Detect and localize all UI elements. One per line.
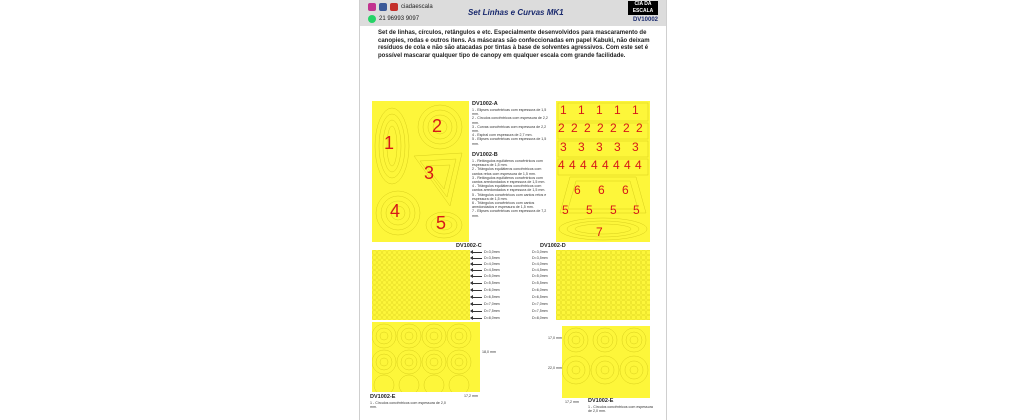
shape-number: 5 [633, 203, 640, 217]
shape-number: 2 [597, 121, 604, 135]
section-b-title: DV1002-B [472, 152, 498, 158]
e-right-dim-h: 17,2 mm [565, 400, 579, 404]
panel-c-circles [372, 250, 470, 320]
shape-number: 5 [610, 203, 617, 217]
shape-number: 3 [614, 140, 621, 154]
shape-number: 1 [632, 103, 639, 117]
shape-number: 3 [560, 140, 567, 154]
shape-number: 6 [598, 183, 605, 197]
shape-number: 1 [384, 133, 395, 153]
shape-number: 4 [580, 158, 587, 172]
e-right-dim-v1: 17,0 mm [548, 336, 562, 340]
shape-number: 7 [596, 225, 603, 239]
shape-number: 2 [432, 116, 443, 136]
shape-number: 1 [578, 103, 585, 117]
section-e-left-title: DV1002-E [370, 394, 396, 400]
shape-number: 4 [591, 158, 598, 172]
shape-number: 2 [571, 121, 578, 135]
product-sheet: ciadaescala 21 96993 9097 Set Linhas e Curvas MK1 CIA DA ESCALA DV10002 Set de linhas, círculos, retângulos e etc. Especialmente desenvolvidos para mascaramento de canopies, rodas e outros itens. As máscaras são confeccionadas em papel Kabuki, não deixam resíduos de cola e não são atacadas por tintas à base de solventes agressivos. Com este set é possível mascarar qualquer tipo de canopy em qualquer escala com grande facilidade. 1 2 3 4 5 DV1002-A 1 - Elipses concêntricas com espessura de 1,5 mm. 2 - Círculos concêntricos com espessura de 2,2 mm. 3 - Curvas concêntricas com espessura de 2,2 mm. 4 - Espiral com espessura de 2,7 mm. 5 - Elipses concêntricas com espessura de 1,5 mm. DV1002-B 1 - Retângulos equiláteros concêntricos com espessura de 1,5 mm. 2 - Triângulos equiláteros concêntricos com cantos retos com espessura de 1,5 mm. 3 - Retângulos equiláteros concêntricos com cantos arredondados e espessura de 1,5 mm. 4 - Triângulos equiláteros concêntricos com cantos arredondados e espessura de 1,5 mm. 5 - Triângulos concêntricos com cantos retos e espessura de 1,5 mm. 6 - Triângulos concêntricos com cantos arredondados e espessura de 1,5 mm. 7 - Elipses concêntricas com espessura de 7,2 mm. 1 1 1 1 1 2 2 2 2 2 2 2 3 3 3 3 3 4 4 4 4 4 4 4 4 6 6 6 5 5 5 5 7 DV1002-C D=3,0mm D=3,5mm D=4,0mm D=4,5mm D=5,0mm D=5,5mm D=6,0mm D=6,5mm D=7,0mm D=7,5mm D=8,0mm DV1002-D D=3,0mm D=3,5mm D=4,0mm D=4,5mm D=5,0mm D=5,5mm D=6,0mm D=6,5mm D=7,0mm D=7,5mm D=8,0mm 18,0 mm 17,2 mm DV1002-E 1 - Círculos concêntricos com espessura de 2,0 mm. 17,0 mm 22,0 mm 17,2 mm DV1002-E 1 - Círculos concêntricos com espessura de 2,0 mm. [359, 0, 667, 420]
section-e-right-title: DV1002-E [588, 398, 614, 404]
facebook-icon [379, 3, 387, 11]
product-code: DV10002 [632, 17, 658, 23]
shape-number: 1 [560, 103, 567, 117]
page-title: Set Linhas e Curvas MK1 [468, 8, 564, 17]
section-e-right-note: 1 - Círculos concêntricos com espessura de 2,0 mm. [588, 405, 653, 414]
shape-number: 4 [390, 201, 401, 221]
shape-number: 6 [622, 183, 629, 197]
shape-number: 5 [562, 203, 569, 217]
shape-number: 4 [635, 158, 642, 172]
section-c-title: DV1002-C [456, 243, 482, 249]
panel-a-shapes [372, 101, 469, 242]
shape-number: 4 [624, 158, 631, 172]
panel-e-left-circles [372, 322, 480, 392]
section-b-note-list: 1 - Retângulos equiláteros concêntricos com espessura de 1,5 mm. 2 - Triângulos equiláteros concêntricos com cantos retos com espessura de 1,5 mm. 3 - Retângulos equiláteros concêntricos com cantos arredondados e espessura de 1,5 mm. 4 - Triângulos equiláteros concêntricos com cantos arredondados e espessura de 1,5 mm. 5 - Triângulos concêntricos com cantos retos e espessura de 1,5 mm. 6 - Triângulos concêntricos com cantos arredondados e espessura de 1,5 mm. 7 - Elipses concêntricas com espessura de 7,2 mm. [472, 159, 547, 218]
shape-number: 5 [436, 213, 447, 233]
shape-number: 3 [578, 140, 585, 154]
brand-logo: CIA DA ESCALA [628, 1, 658, 15]
mask-panel-b [556, 101, 650, 242]
shape-number: 4 [569, 158, 576, 172]
shape-number: 2 [623, 121, 630, 135]
e-left-dim-h: 17,2 mm [464, 394, 478, 398]
youtube-icon [390, 3, 398, 11]
instagram-icon [368, 3, 376, 11]
shape-number: 3 [424, 163, 435, 183]
shape-number: 2 [558, 121, 565, 135]
shape-number: 2 [584, 121, 591, 135]
product-description: Set de linhas, círculos, retângulos e etc. Especialmente desenvolvidos para mascaramento de canopies, rodas e outros itens. As máscaras são confeccionadas em papel Kabuki, não deixam resíduos de cola e não são atacadas por tintas à base de solventes agressivos. Com este set é possível mascarar qualquer tipo de canopy em qualquer escala com grande facilidade. [378, 30, 650, 59]
header-bar [360, 0, 666, 26]
shape-number: 4 [602, 158, 609, 172]
shape-number: 2 [610, 121, 617, 135]
whatsapp-icon [368, 15, 376, 23]
mask-panel-e-right [562, 326, 650, 398]
social-handle: ciadaescala [401, 4, 433, 10]
shape-number: 5 [586, 203, 593, 217]
mask-panel-d [556, 250, 650, 320]
phone-number: 21 96993 9097 [379, 16, 420, 22]
shape-number: 4 [613, 158, 620, 172]
shape-number: 3 [596, 140, 603, 154]
shape-number: 1 [614, 103, 621, 117]
e-right-dim-v2: 22,0 mm [548, 366, 562, 370]
section-a-title: DV1002-A [472, 101, 498, 107]
panel-e-right-circles [562, 326, 650, 398]
shape-number: 3 [632, 140, 639, 154]
panel-d-squares [556, 250, 650, 320]
shape-number: 6 [574, 183, 581, 197]
shape-number: 2 [636, 121, 643, 135]
shape-number: 4 [558, 158, 565, 172]
mask-panel-a [372, 101, 469, 242]
section-a-note-list: 1 - Elipses concêntricas com espessura de 1,5 mm. 2 - Círculos concêntricos com espessura de 2,2 mm. 3 - Curvas concêntricas com espessura de 2,2 mm. 4 - Espiral com espessura de 2,7 mm. 5 - Elipses concêntricas com espessura de 1,5 mm. [472, 108, 548, 146]
section-e-left-note: 1 - Círculos concêntricos com espessura de 2,0 mm. [370, 401, 446, 410]
e-left-dim-v: 18,0 mm [482, 350, 496, 354]
shape-number: 1 [596, 103, 603, 117]
mask-panel-e-left [372, 322, 480, 392]
mask-panel-c [372, 250, 470, 320]
section-d-title: DV1002-D [540, 243, 566, 249]
